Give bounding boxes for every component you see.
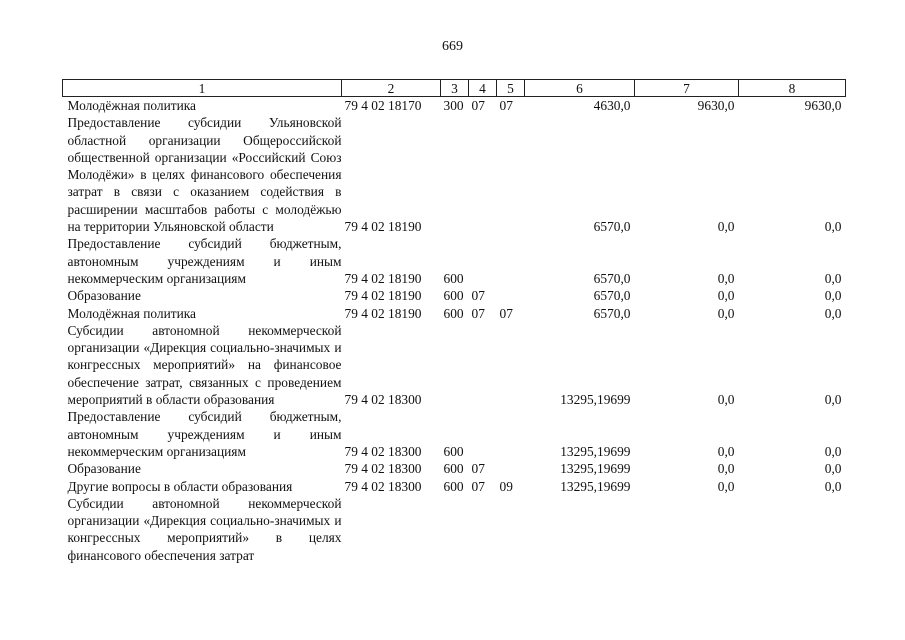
item-name: Предоставление субсидий бюджетным, автономным учреждениям и иным некоммерческим организациям [67, 409, 342, 459]
item-name: Другие вопросы в области образования [67, 478, 293, 494]
table-row [63, 322, 846, 408]
amount-col-8: 0,0 [824, 443, 842, 459]
section: 07 [471, 305, 485, 321]
amount-col-6: 4630,0 [593, 98, 631, 113]
target-code [342, 495, 441, 564]
subsection [497, 495, 525, 564]
amount-col-8: 0,0 [824, 461, 842, 477]
amount-col-7 [635, 495, 739, 564]
expense-type: 600 [443, 478, 464, 494]
amount-col-7: 0,0 [717, 288, 735, 304]
subsection [497, 408, 525, 460]
subsection [497, 322, 525, 408]
header-col-2: 2 [342, 80, 441, 97]
subsection: 07 [499, 98, 513, 113]
amount-col-8: 0,0 [824, 392, 842, 408]
table-row [63, 287, 846, 304]
amount-col-6: 13295,19699 [560, 461, 631, 477]
amount-col-6: 6570,0 [593, 288, 631, 304]
section: 07 [471, 461, 485, 477]
section [469, 114, 497, 235]
header-col-5: 5 [497, 80, 525, 97]
subsection: 07 [499, 305, 513, 321]
subsection: 09 [499, 478, 513, 494]
subsection [497, 287, 525, 304]
subsection [497, 114, 525, 235]
table-row [63, 478, 846, 495]
expense-type [441, 322, 469, 408]
subsection [497, 235, 525, 287]
amount-col-7: 0,0 [717, 461, 735, 477]
header-col-7: 7 [635, 80, 739, 97]
header-row [63, 80, 846, 97]
budget-table [62, 79, 846, 564]
target-code: 79 4 02 18170 [344, 98, 422, 113]
item-name: Предоставление субсидии Ульяновской областной организации Общероссийской общественной организации «Российский Союз Молодёжи» в целях финансового обеспечения затрат в связи с оказанием содействия в расширении масштабов работы с молодёжью на территории Ульяновской области [67, 115, 342, 235]
amount-col-7: 0,0 [717, 305, 735, 321]
table-row [63, 97, 846, 115]
expense-type: 600 [443, 443, 464, 459]
table-row [63, 235, 846, 287]
header-col-1: 1 [63, 80, 342, 97]
item-name: Молодёжная политика [67, 98, 197, 113]
amount-col-7: 0,0 [717, 443, 735, 459]
amount-col-6: 6570,0 [593, 219, 631, 235]
amount-col-7: 0,0 [717, 270, 735, 286]
target-code: 79 4 02 18300 [344, 461, 422, 477]
item-name: Образование [67, 461, 141, 477]
amount-col-6 [525, 495, 635, 564]
item-name: Образование [67, 288, 141, 304]
table-body [63, 97, 846, 565]
amount-col-8 [739, 495, 846, 564]
amount-col-8: 0,0 [824, 219, 842, 235]
subsection [497, 460, 525, 477]
item-name: Субсидии автономной некоммерческой организации «Дирекция социально-значимых и конгрессных мероприятий» на финансовое обеспечение затрат, связанных с проведением мероприятий в области образования [67, 322, 342, 408]
expense-type: 600 [443, 461, 464, 477]
section: 07 [471, 98, 485, 113]
amount-col-8: 0,0 [824, 478, 842, 494]
amount-col-7: 0,0 [717, 219, 735, 235]
header-col-4: 4 [469, 80, 497, 97]
target-code: 79 4 02 18190 [344, 270, 422, 286]
expense-type: 600 [443, 305, 464, 321]
table-row [63, 495, 846, 564]
expense-type: 600 [443, 288, 464, 304]
expense-type [441, 114, 469, 235]
target-code: 79 4 02 18190 [344, 219, 422, 235]
section: 07 [471, 478, 485, 494]
expense-type: 300 [443, 98, 464, 113]
amount-col-8: 0,0 [824, 270, 842, 286]
amount-col-6: 13295,19699 [560, 478, 631, 494]
page-number: 669 [442, 39, 463, 54]
amount-col-8: 9630,0 [804, 98, 842, 113]
table-row [63, 460, 846, 477]
amount-col-6: 13295,19699 [560, 392, 631, 408]
section: 07 [471, 288, 485, 304]
header-col-8: 8 [739, 80, 846, 97]
header-col-6: 6 [525, 80, 635, 97]
target-code: 79 4 02 18190 [344, 305, 422, 321]
target-code: 79 4 02 18300 [344, 443, 422, 459]
amount-col-6: 6570,0 [593, 305, 631, 321]
table-row [63, 114, 846, 235]
section [469, 235, 497, 287]
target-code: 79 4 02 18300 [344, 392, 422, 408]
target-code: 79 4 02 18190 [344, 288, 422, 304]
item-name: Субсидии автономной некоммерческой организации «Дирекция социально-значимых и конгрессных мероприятий» в целях финансового обеспечения затрат [67, 495, 342, 563]
table-row [63, 408, 846, 460]
item-name: Предоставление субсидий бюджетным, автономным учреждениям и иным некоммерческим организациям [67, 236, 342, 286]
item-name: Молодёжная политика [67, 305, 197, 321]
table-row [63, 305, 846, 322]
section [469, 408, 497, 460]
amount-col-8: 0,0 [824, 305, 842, 321]
amount-col-6: 6570,0 [593, 270, 631, 286]
amount-col-7: 0,0 [717, 478, 735, 494]
header-col-3: 3 [441, 80, 469, 97]
amount-col-8: 0,0 [824, 288, 842, 304]
amount-col-6: 13295,19699 [560, 443, 631, 459]
amount-col-7: 0,0 [717, 392, 735, 408]
section [469, 322, 497, 408]
section [469, 495, 497, 564]
expense-type [441, 495, 469, 564]
target-code: 79 4 02 18300 [344, 478, 422, 494]
expense-type: 600 [443, 270, 464, 286]
amount-col-7: 9630,0 [697, 98, 735, 113]
